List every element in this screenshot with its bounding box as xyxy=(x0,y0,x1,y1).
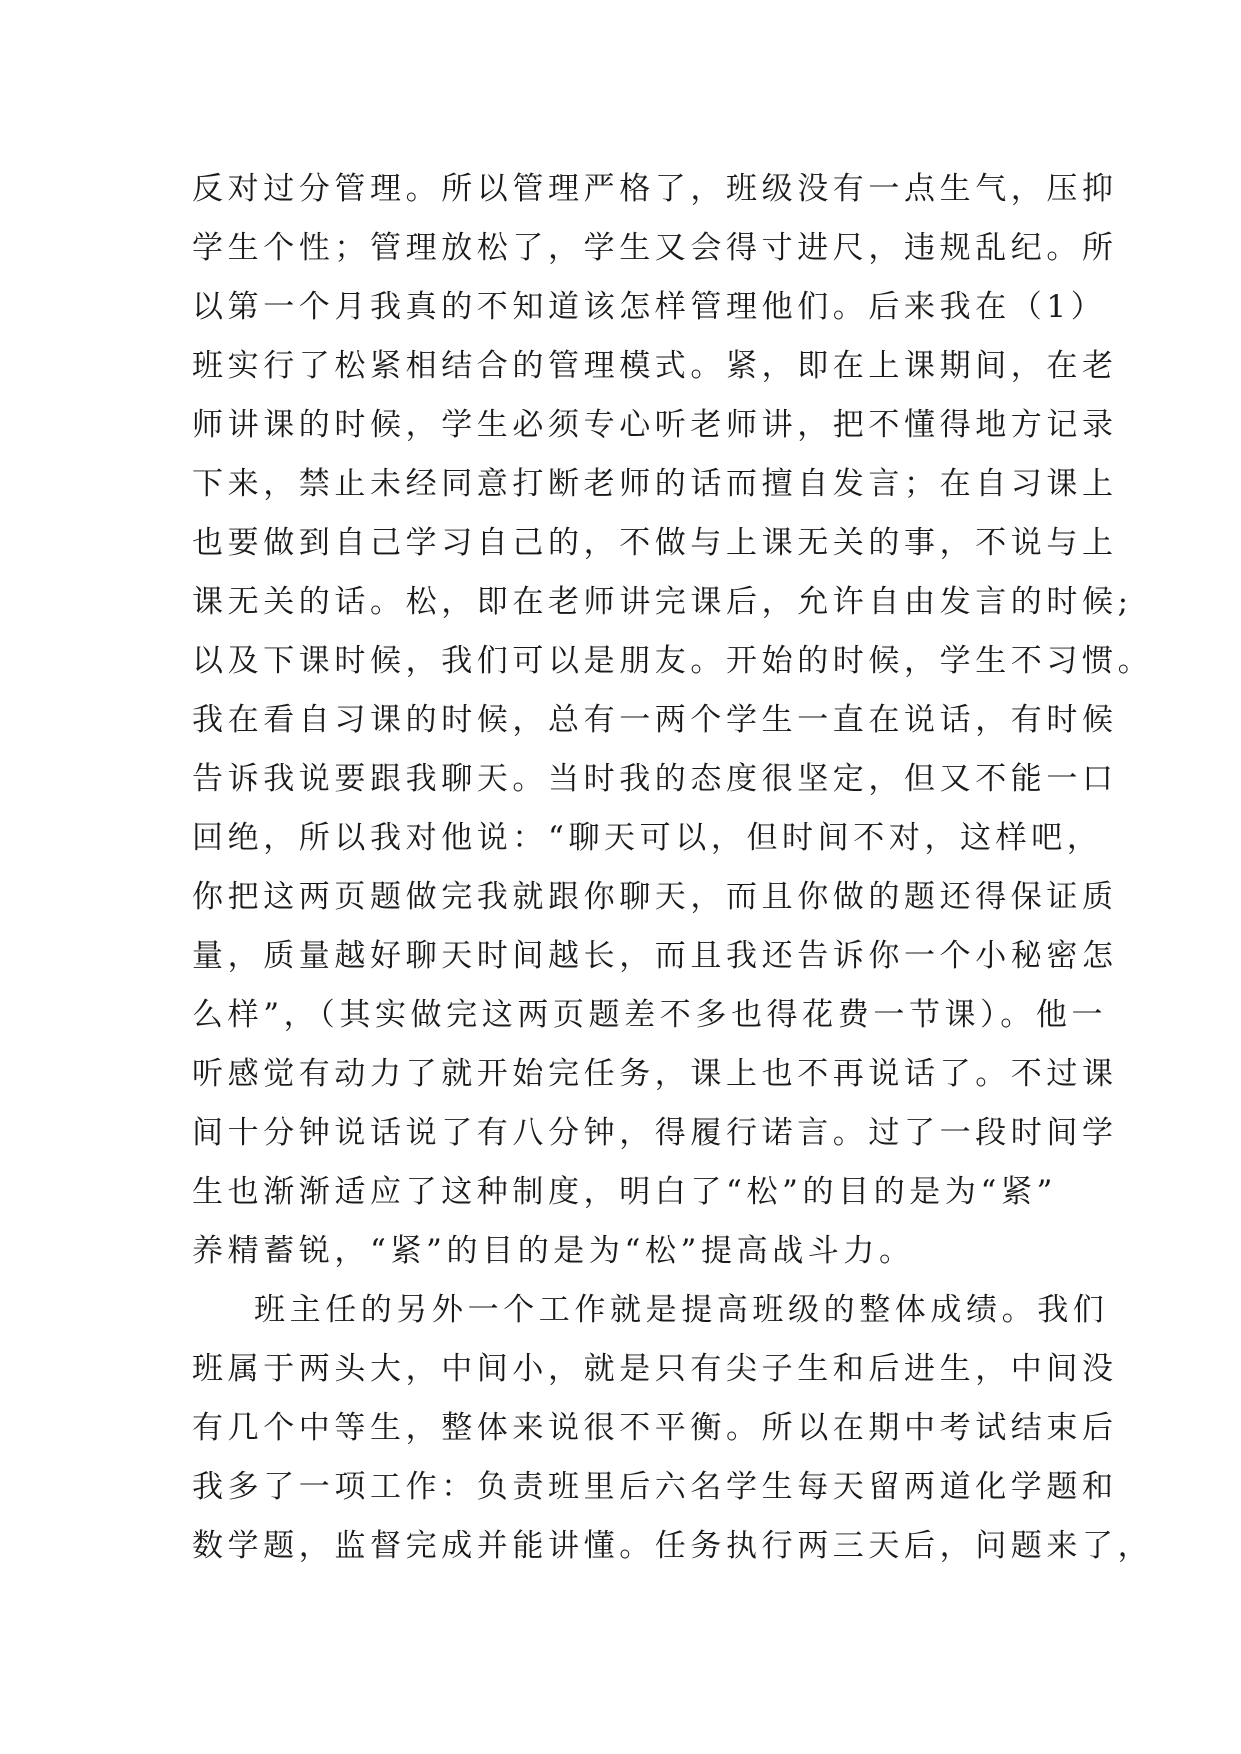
text-line: 下来，禁止未经同意打断老师的话而擅自发言；在自习课上 xyxy=(192,466,1118,502)
text-line: 我在看自习课的时候，总有一两个学生一直在说话，有时候 xyxy=(192,702,1118,738)
text-line: 我多了一项工作：负责班里后六名学生每天留两道化学题和 xyxy=(192,1469,1118,1505)
text-line: 养精蓄锐，“紧”的目的是为“松”提高战斗力。 xyxy=(192,1233,915,1269)
text-line: 有几个中等生，整体来说很不平衡。所以在期中考试结束后 xyxy=(192,1410,1118,1446)
text-line: 告诉我说要跟我聊天。当时我的态度很坚定，但又不能一口 xyxy=(192,761,1118,797)
text-line: 反对过分管理。所以管理严格了，班级没有一点生气，压抑 xyxy=(192,171,1118,207)
text-line: 以第一个月我真的不知道该怎样管理他们。后来我在（1） xyxy=(192,289,1107,325)
text-line: 你把这两页题做完我就跟你聊天，而且你做的题还得保证质 xyxy=(192,879,1118,915)
text-line: 也要做到自己学习自己的，不做与上课无关的事，不说与上 xyxy=(192,525,1118,561)
text-line: 生也渐渐适应了这种制度，明白了“松”的目的是为“紧” xyxy=(192,1174,1057,1210)
text-line: 听感觉有动力了就开始完任务，课上也不再说话了。不过课 xyxy=(192,1056,1118,1092)
text-line: 课无关的话。松，即在老师讲完课后，允许自由发言的时候; xyxy=(192,584,1133,620)
text-line: 回绝，所以我对他说：“聊天可以，但时间不对，这样吧， xyxy=(192,820,1103,856)
text-line: 师讲课的时候，学生必须专心听老师讲，把不懂得地方记录 xyxy=(192,407,1118,443)
body-text xyxy=(192,160,1154,1576)
text-line: 班主任的另外一个工作就是提高班级的整体成绩。我们 xyxy=(254,1292,1109,1328)
text-line: 以及下课时候，我们可以是朋友。开始的时候，学生不习惯。 xyxy=(192,643,1154,679)
text-line: 么样”，（其实做完这两页题差不多也得花费一节课）。他一 xyxy=(192,997,1108,1033)
paragraph-1 xyxy=(192,160,1154,1281)
text-line: 班实行了松紧相结合的管理模式。紧，即在上课期间，在老 xyxy=(192,348,1118,384)
text-line: 学生个性；管理放松了，学生又会得寸进尺，违规乱纪。所 xyxy=(192,230,1118,266)
text-line: 量，质量越好聊天时间越长，而且我还告诉你一个小秘密怎 xyxy=(192,938,1118,974)
text-line: 班属于两头大，中间小，就是只有尖子生和后进生，中间没 xyxy=(192,1351,1118,1387)
text-line: 数学题，监督完成并能讲懂。任务执行两三天后，问题来了， xyxy=(192,1528,1154,1564)
paragraph-2 xyxy=(192,1281,1154,1576)
text-line: 间十分钟说话说了有八分钟，得履行诺言。过了一段时间学 xyxy=(192,1115,1118,1151)
